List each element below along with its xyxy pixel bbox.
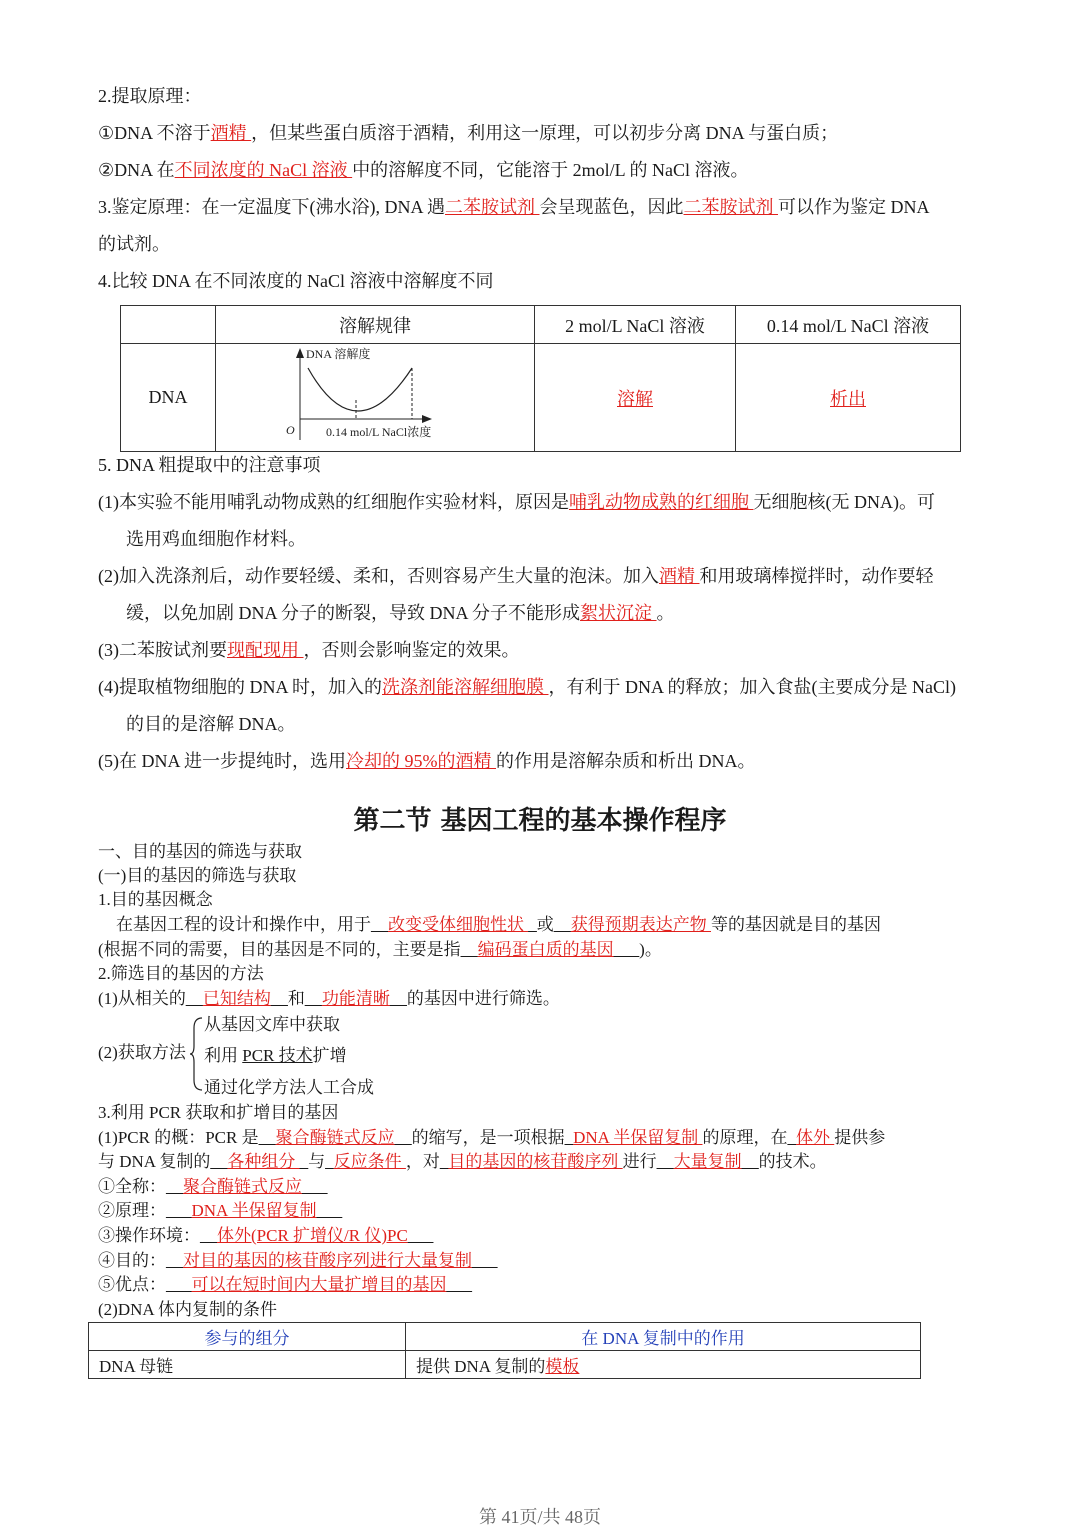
sec5-p1: (1)本实验不能用哺乳动物成熟的红细胞作实验材料，原因是哺乳动物成熟的红细胞 无细胞核(无 DNA)。可 [98, 492, 935, 512]
cell-2mol: 溶解 [535, 344, 736, 452]
th-component: 参与的组分 [89, 1323, 406, 1351]
solubility-table [120, 305, 961, 452]
sec5-p3: (3)二苯胺试剂要现配现用 ，否则会影响鉴定的效果。 [98, 640, 520, 660]
pcr-def-2: 与 DNA 复制的__各种组分 _与_反应条件 ，对_目的基因的核苷酸序列 进行__大量复制__的技术。 [98, 1152, 827, 1171]
cell-014mol: 析出 [736, 344, 961, 452]
method-1: (1)从相关的__已知结构__和__功能清晰__的基因中进行筛选。 [98, 989, 560, 1008]
cell-mother-strand: DNA 母链 [89, 1351, 406, 1379]
pcr-environment: ③操作环境：__体外(PCR 扩增仪/R 仪)PC___ [98, 1226, 434, 1245]
sec3-line1: 3.鉴定原理：在一定温度下(沸水浴), DNA 遇二苯胺试剂 会呈现蓝色，因此二苯胺试剂 可以作为鉴定 DNA [98, 197, 930, 217]
option-synthesis: 通过化学方法人工合成 [204, 1078, 374, 1097]
option-library: 从基因文库中获取 [204, 1015, 340, 1034]
sec3-line2: 的试剂。 [98, 234, 170, 254]
th-rule: 溶解规律 [216, 306, 535, 344]
part1-h1: 一、目的基因的筛选与获取 [98, 842, 302, 861]
sec2-heading: 2.提取原理： [98, 86, 202, 106]
solubility-graph [216, 344, 535, 452]
th-role: 在 DNA 复制中的作用 [406, 1323, 921, 1351]
option-pcr: 利用 PCR 技术扩增 [204, 1046, 347, 1065]
graph-origin: O [286, 423, 295, 437]
row-dna: DNA [121, 344, 216, 452]
part1-h2: (一)目的基因的筛选与获取 [98, 866, 297, 885]
pcr-fullname: ①全称：__聚合酶链式反应___ [98, 1177, 328, 1196]
part1-h6: (2)DNA 体内复制的条件 [98, 1300, 277, 1319]
graph-x-label: 0.14 mol/L NaCl浓度 [326, 425, 432, 439]
sec5-p4: (4)提取植物细胞的 DNA 时，加入的洗涤剂能溶解细胞膜 ，有利于 DNA 的释放；加入食盐(主要成分是 NaCl) [98, 677, 956, 697]
replication-table [88, 1322, 921, 1379]
sec5-heading: 5. DNA 粗提取中的注意事项 [98, 455, 321, 475]
sec5-p1-cont: 选用鸡血细胞作材料。 [126, 529, 306, 549]
sec4-heading: 4.比较 DNA 在不同浓度的 NaCl 溶液中溶解度不同 [98, 271, 494, 291]
th-2mol: 2 mol/L NaCl 溶液 [535, 306, 736, 344]
part1-h4: 2.筛选目的基因的方法 [98, 964, 264, 983]
part1-h5: 3.利用 PCR 获取和扩增目的基因 [98, 1103, 339, 1122]
sec5-p2-cont: 缓，以免加剧 DNA 分子的断裂，导致 DNA 分子不能形成絮状沉淀 。 [126, 603, 675, 623]
method-2-label: (2)获取方法 [98, 1043, 186, 1062]
concept-line2: (根据不同的需要，目的基因是不同的，主要是指__编码蛋白质的基因___)。 [98, 940, 662, 959]
pcr-purpose: ④目的：__对目的基因的核苷酸序列进行大量复制___ [98, 1251, 498, 1270]
sec2-line2: ②DNA 在不同浓度的 NaCl 溶液 中的溶解度不同，它能溶于 2mol/L 的 NaCl 溶液。 [98, 160, 749, 180]
sec5-p4-cont: 的目的是溶解 DNA。 [126, 714, 296, 734]
concept-line1: 在基因工程的设计和操作中，用于__改变受体细胞性状 _或__获得预期表达产物 等的基因就是目的基因 [116, 915, 881, 934]
graph-y-label: DNA 溶解度 [306, 347, 371, 361]
sec5-p2: (2)加入洗涤剂后，动作要轻缓、柔和，否则容易产生大量的泡沫。加入酒精 和用玻璃棒搅拌时，动作要轻 [98, 566, 934, 586]
page-footer: 第 41页/共 48页 [478, 1507, 601, 1527]
pcr-def-1: (1)PCR 的概：PCR 是__聚合酶链式反应__的缩写，是一项根据_DNA 半保留复制 的原理，在_体外 提供参 [98, 1128, 886, 1147]
th-014mol: 0.14 mol/L NaCl 溶液 [736, 306, 961, 344]
pcr-principle: ②原理：___DNA 半保留复制___ [98, 1201, 343, 1220]
sec5-p5: (5)在 DNA 进一步提纯时，选用冷却的 95%的酒精 的作用是溶解杂质和析出 DNA。 [98, 751, 756, 771]
brace [190, 1016, 204, 1092]
section-title: 第二节 基因工程的基本操作程序 [353, 806, 727, 836]
pcr-advantage: ⑤优点：___可以在短时间内大量扩增目的基因___ [98, 1275, 472, 1294]
part1-h3: 1.目的基因概念 [98, 890, 213, 909]
cell-template: 提供 DNA 复制的模板 [406, 1351, 921, 1379]
sec2-line1: ①DNA 不溶于酒精 ，但某些蛋白质溶于酒精，利用这一原理，可以初步分离 DNA 与蛋白质； [98, 123, 839, 143]
